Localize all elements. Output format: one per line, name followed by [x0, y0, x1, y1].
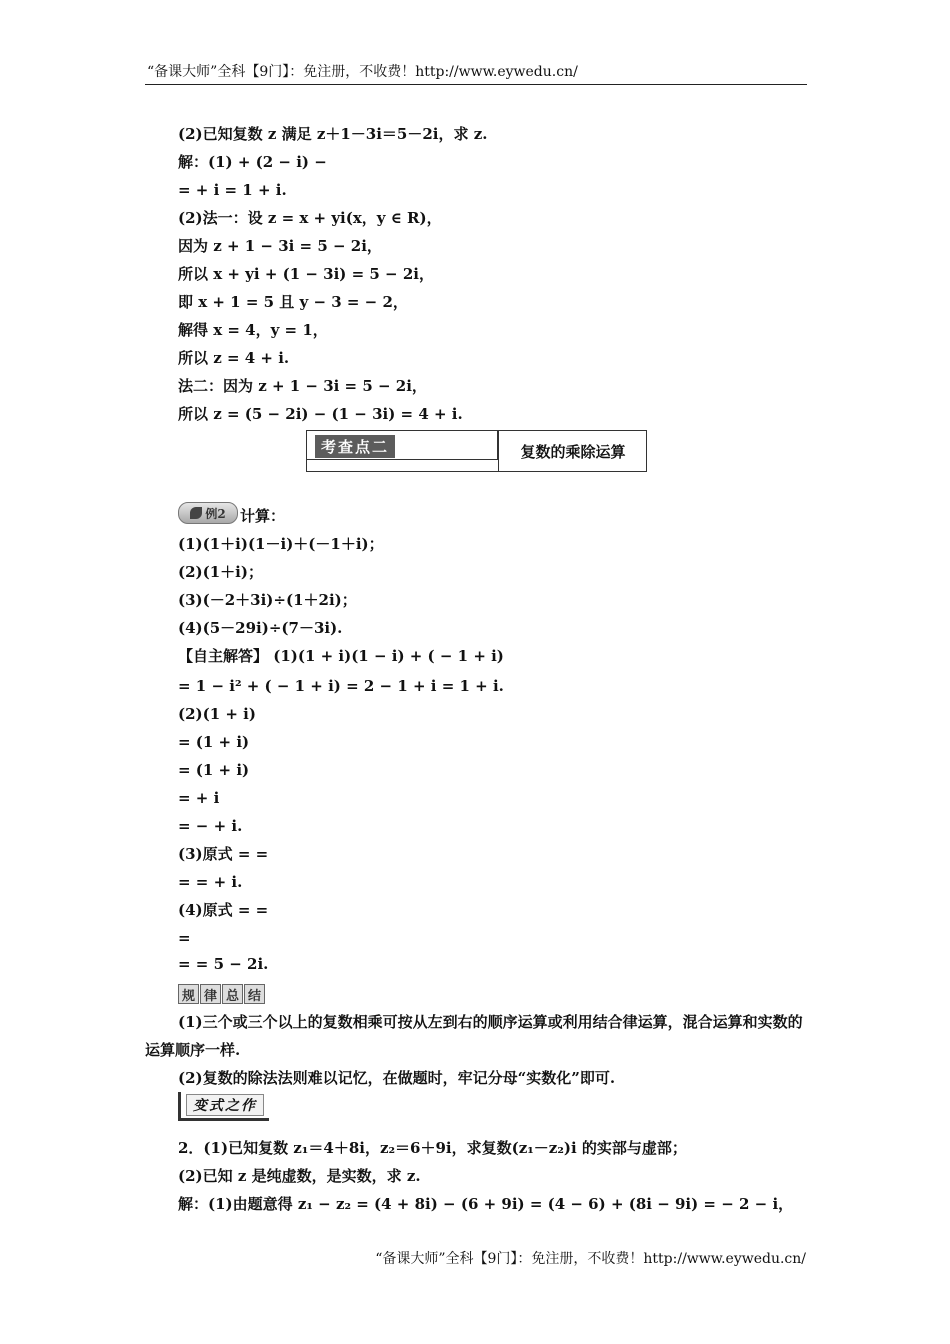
- solution-line: = = + i.: [178, 873, 243, 891]
- summary-tag-char: 结: [244, 984, 265, 1004]
- section-heading-box: [306, 430, 647, 472]
- solution-line: 因为 z + 1 − 3i = 5 − 2i，: [178, 237, 382, 255]
- problem-line: (2)(1＋i)；: [178, 563, 263, 581]
- summary-paragraph: (1)三个或三个以上的复数相乘可按从左到右的顺序运算或利用结合律运算，混合运算和实数的运算顺序一样.: [145, 1013, 803, 1059]
- solution-line: 所以 x + yi + (1 − 3i) = 5 − 2i，: [178, 265, 434, 283]
- page-header: “备课大师”全科【9门】：免注册，不收费！http://www.eywedu.cn/: [145, 62, 807, 85]
- solution-line: (4)原式 = =: [178, 901, 269, 919]
- question-line: (2)已知复数 z 满足 z＋1－3i＝5－2i，求 z.: [178, 125, 488, 143]
- variant-label: 变式之作: [186, 1094, 264, 1116]
- solution-line: =: [178, 929, 191, 947]
- pencil-icon: [190, 507, 202, 519]
- section-label-cell: [307, 431, 498, 460]
- solution-line: 解：(1) + (2 − i) −: [178, 153, 327, 171]
- solution-line: = + i = 1 + i.: [178, 181, 287, 199]
- problem-line: (4)(5－29i)÷(7－3i).: [178, 619, 343, 637]
- summary-tag-char: 规: [178, 984, 199, 1004]
- summary-tag: [178, 984, 266, 1004]
- solution-line: = (1 + i): [178, 761, 250, 779]
- exercise-line: (2)已知 z 是纯虚数，是实数，求 z.: [178, 1167, 421, 1185]
- page-footer: “备课大师”全科【9门】：免注册，不收费！http://www.eywedu.cn/: [375, 1251, 806, 1267]
- solution-line: 所以 z = 4 + i.: [178, 349, 290, 367]
- solution-line: (2)(1 + i): [178, 705, 256, 723]
- section-label: 考查点二: [315, 435, 395, 458]
- summary-tag-char: 总: [222, 984, 243, 1004]
- exercise-line: 2．(1)已知复数 z₁＝4＋8i，z₂＝6＋9i，求复数(z₁－z₂)i 的实部与虚部；: [178, 1139, 687, 1157]
- summary-tag-char: 律: [200, 984, 221, 1004]
- solution-line: 法二：因为 z + 1 − 3i = 5 − 2i，: [178, 377, 427, 395]
- section-title: 复数的乘除运算: [498, 431, 647, 471]
- solution-line: = + i: [178, 789, 220, 807]
- example-prompt: 计算：: [240, 507, 286, 525]
- solution-line: = − + i.: [178, 817, 243, 835]
- solution-line: 所以 z = (5 − 2i) − (1 − 3i) = 4 + i.: [178, 405, 463, 423]
- solution-line: = = 5 − 2i.: [178, 955, 269, 973]
- solution-line: (3)原式 = =: [178, 845, 269, 863]
- solution-line: 解：(1)由题意得 z₁ − z₂ = (4 + 8i) − (6 + 9i) = (4 − 6) + (8i − 9i) = − 2 − i，: [178, 1195, 794, 1213]
- solution-line: = 1 − i² + ( − 1 + i) = 2 − 1 + i = 1 + i.: [178, 677, 504, 695]
- problem-line: (1)(1＋i)(1－i)＋(－1＋i)；: [178, 535, 384, 553]
- variant-heading: [178, 1092, 269, 1121]
- example-badge: [178, 502, 238, 524]
- example-badge-label: 例2: [205, 506, 226, 521]
- solution-line: 解得 x = 4，y = 1，: [178, 321, 328, 339]
- solution-line: 【自主解答】 (1)(1 + i)(1 − i) + ( − 1 + i): [178, 647, 504, 665]
- problem-line: (3)(－2＋3i)÷(1＋2i)；: [178, 591, 357, 609]
- summary-paragraph: (2)复数的除法法则难以记忆，在做题时，牢记分母“实数化”即可.: [178, 1069, 616, 1087]
- solution-line: 即 x + 1 = 5 且 y − 3 = − 2，: [178, 293, 408, 311]
- solution-line: (2)法一：设 z = x + yi(x，y ∈ R)，: [178, 209, 442, 227]
- solution-line: = (1 + i): [178, 733, 250, 751]
